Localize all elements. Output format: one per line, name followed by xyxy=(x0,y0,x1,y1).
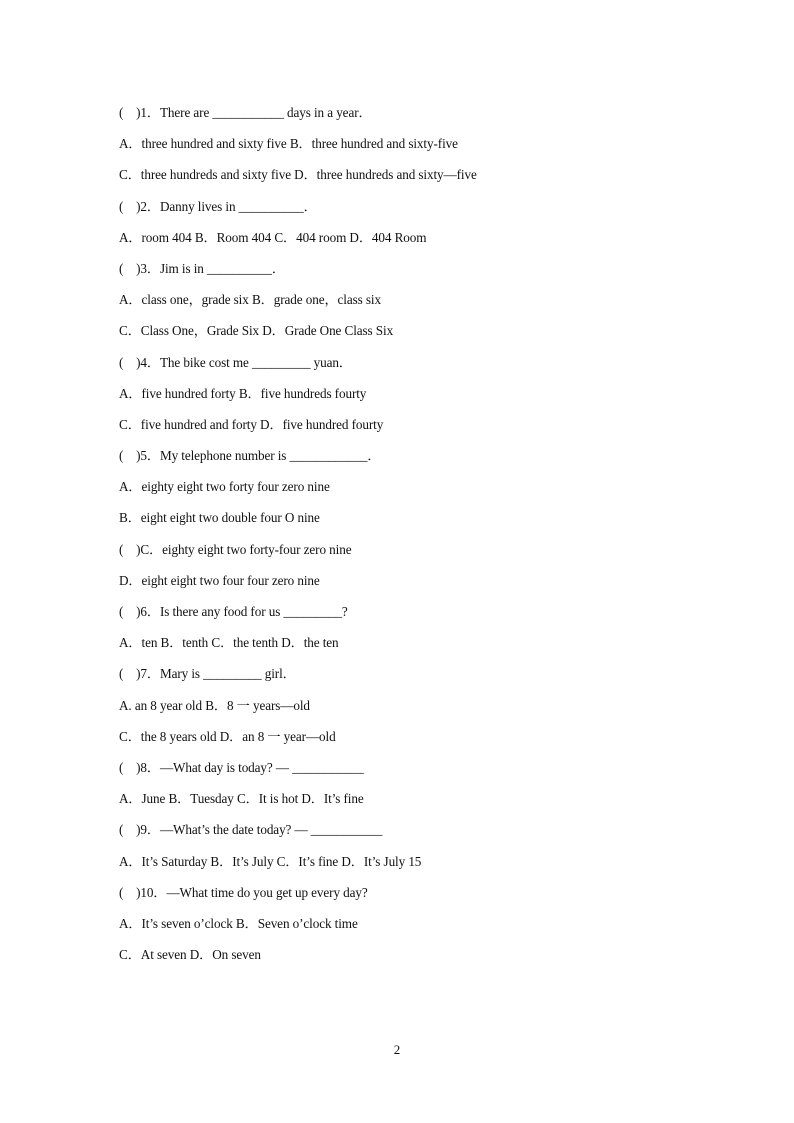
question-10-stem: ( )10．—What time do you get up every day? xyxy=(119,884,368,900)
question-4-options-cd: C．five hundred and forty D．five hundred fourty xyxy=(119,416,384,432)
question-5-option-d: D．eight eight two four four zero nine xyxy=(119,572,320,588)
question-7-options-cd: C．the 8 years old D．an 8 一 year—old xyxy=(119,728,336,744)
question-10-options-ab: A．It’s seven o’clock B．Seven o’clock time xyxy=(119,915,358,931)
question-5-option-c: ( )C．eighty eight two forty-four zero nine xyxy=(119,541,352,557)
question-list xyxy=(119,102,719,975)
question-1-options-ab: A．three hundred and sixty five B．three hundred and sixty-five xyxy=(119,136,458,152)
question-3-stem: ( )3．Jim is in __________． xyxy=(119,260,285,276)
question-3-options-cd: C．Class One，Grade Six D．Grade One Class Six xyxy=(119,323,394,339)
question-6-options: A．ten B．tenth C．the tenth D．the ten xyxy=(119,635,339,651)
question-6-stem: ( )6．Is there any food for us _________? xyxy=(119,604,348,619)
question-2-options: A．room 404 B．Room 404 C．404 room D．404 Room xyxy=(119,229,427,245)
question-7-options-ab: A. an 8 year old B．8 一 years—old xyxy=(119,697,310,713)
question-2-stem: ( )2．Danny lives in __________． xyxy=(119,198,317,214)
question-4-stem: ( )4．The bike cost me _________ yuan． xyxy=(119,354,352,370)
question-9-options: A．It’s Saturday B．It’s July C．It’s fine D．It’s July 15 xyxy=(119,853,422,869)
question-4-options-ab: A．five hundred forty B．five hundreds fourty xyxy=(119,385,367,401)
question-5-option-b: B．eight eight two double four O nine xyxy=(119,510,320,526)
question-7-stem: ( )7．Mary is _________ girl． xyxy=(119,666,296,682)
question-1-stem: ( )1．There are ___________ days in a year． xyxy=(119,105,372,120)
question-10-options-cd: C．At seven D．On seven xyxy=(119,947,261,963)
question-3-options-ab: A．class one，grade six B．grade one，class six xyxy=(119,292,381,308)
page-number: 2 xyxy=(393,1042,401,1057)
question-5-option-a: A．eighty eight two forty four zero nine xyxy=(119,479,330,495)
question-9-stem: ( )9．—What’s the date today? — ___________ xyxy=(119,822,383,838)
question-5-stem: ( )5．My telephone number is ____________． xyxy=(119,448,381,464)
question-8-options: A．June B．Tuesday C．It is hot D．It’s fine xyxy=(119,791,364,807)
question-8-stem: ( )8．—What day is today? — ___________ xyxy=(119,759,364,775)
question-1-options-cd: C．three hundreds and sixty five D．three hundreds and sixty—five xyxy=(119,167,477,183)
